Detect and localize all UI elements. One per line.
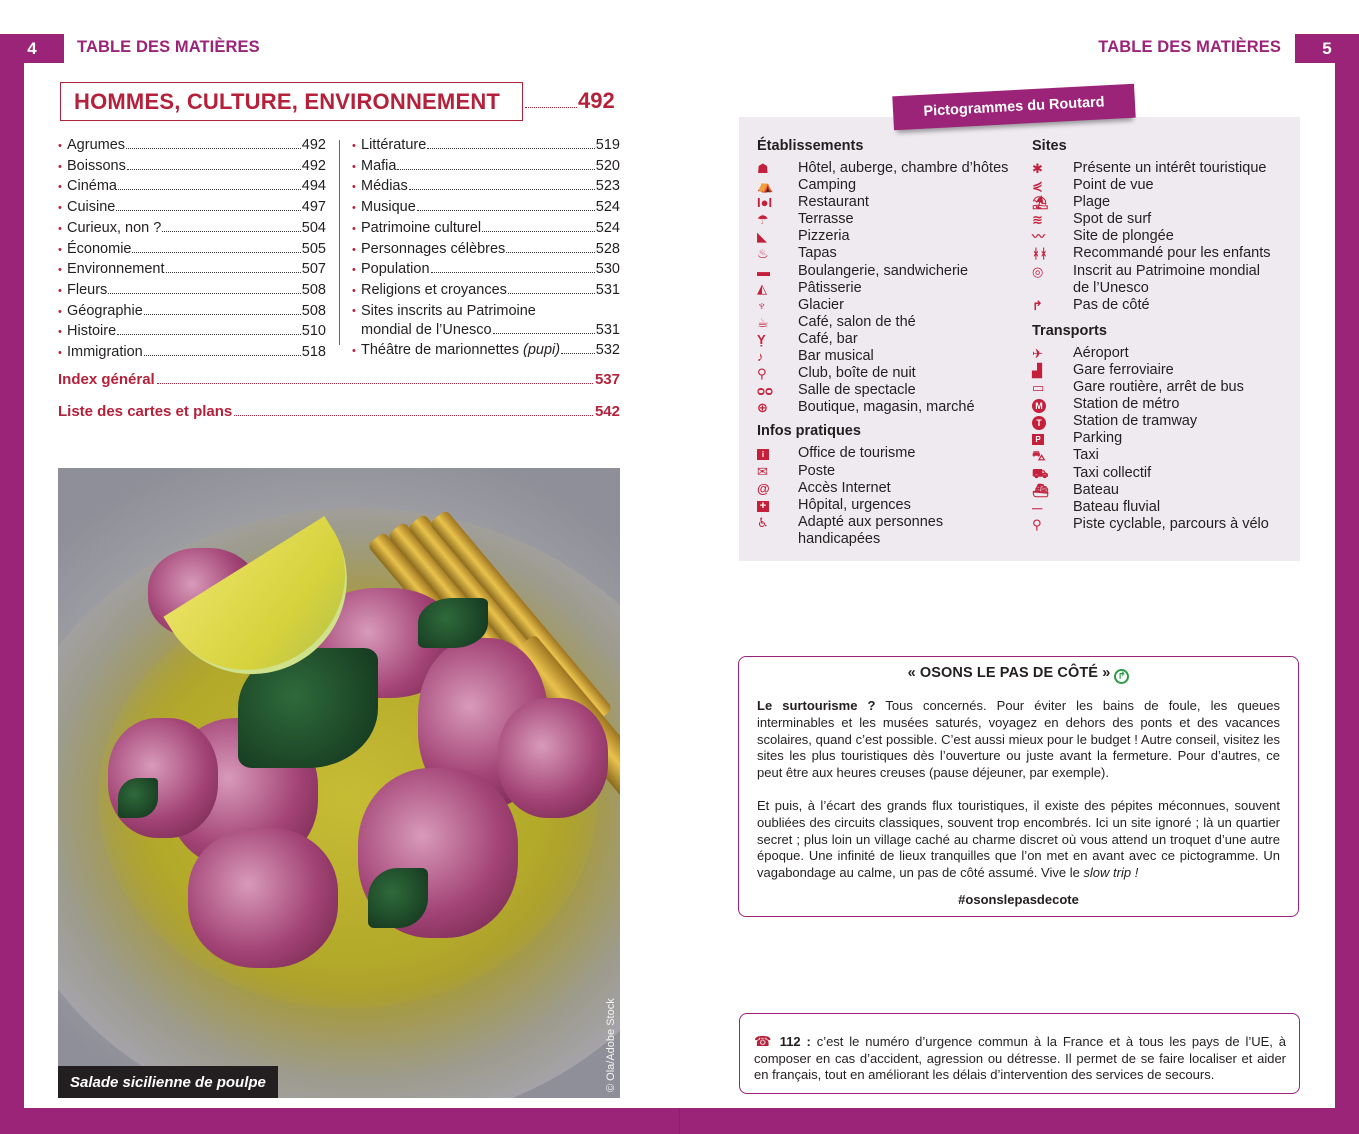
dot-leader bbox=[108, 293, 301, 294]
bullet-icon: • bbox=[58, 222, 62, 235]
toc-entry[interactable] bbox=[352, 281, 620, 302]
picto-row bbox=[757, 514, 1027, 548]
spacer bbox=[1032, 314, 1292, 322]
at-icon: @ bbox=[757, 480, 770, 496]
urgence-number: 112 : bbox=[779, 1034, 811, 1049]
bus-icon: ▭ bbox=[1032, 380, 1045, 396]
octopus-piece bbox=[498, 698, 608, 818]
page-gutter bbox=[679, 1108, 680, 1134]
picto-label: Bateau fluvial bbox=[1073, 498, 1161, 515]
picto-label: Café, bar bbox=[798, 330, 858, 347]
toc-label: Sites inscrits au Patrimoine bbox=[361, 302, 536, 319]
bullet-icon: • bbox=[352, 222, 356, 235]
toc-label: Personnages célèbres bbox=[361, 240, 506, 257]
dot-leader bbox=[506, 252, 595, 253]
page-number-right: 5 bbox=[1295, 34, 1359, 63]
bullet-icon: • bbox=[352, 284, 356, 297]
osons-paragraph-2 bbox=[757, 798, 1280, 882]
picto-row bbox=[757, 280, 1027, 297]
toc-label: Médias bbox=[361, 178, 408, 195]
bullet-icon: • bbox=[58, 243, 62, 256]
toc-page: 531 bbox=[595, 322, 620, 339]
picto-row bbox=[757, 463, 1027, 480]
plage-icon: ⛱ bbox=[1032, 195, 1049, 211]
picto-row bbox=[1032, 430, 1292, 447]
bullet-icon: • bbox=[352, 243, 356, 256]
toc-label: Économie bbox=[67, 240, 132, 257]
picto-row bbox=[1032, 447, 1292, 464]
picto-row bbox=[1032, 499, 1292, 516]
toc-entry[interactable] bbox=[352, 260, 620, 281]
boutique-icon: ⊕ bbox=[757, 400, 768, 416]
toc-entry[interactable] bbox=[352, 219, 620, 240]
picto-row bbox=[757, 497, 1027, 514]
picto-row bbox=[757, 348, 1027, 365]
toc-column-2 bbox=[352, 136, 620, 362]
picto-label: Plage bbox=[1073, 194, 1111, 211]
dot-leader bbox=[157, 383, 593, 384]
picto-row bbox=[1032, 297, 1292, 314]
picto-row bbox=[1032, 516, 1292, 533]
patisserie-icon: ◭ bbox=[757, 280, 767, 296]
info-glyph: i bbox=[757, 449, 769, 460]
toc-page: 507 bbox=[301, 261, 326, 278]
picto-row bbox=[1032, 345, 1292, 362]
index-general-page: 537 bbox=[594, 371, 620, 388]
picto-label: Terrasse bbox=[798, 211, 854, 228]
picto-label: Tapas bbox=[798, 245, 837, 262]
picto-row bbox=[1032, 194, 1292, 211]
hotel-icon: ☗ bbox=[757, 161, 769, 176]
index-general-link[interactable] bbox=[58, 371, 620, 388]
pictogrammes-column-2 bbox=[1032, 137, 1292, 533]
toc-entry[interactable] bbox=[352, 136, 620, 157]
dot-leader bbox=[525, 92, 577, 108]
picto-label: Point de vue bbox=[1073, 177, 1154, 194]
picto-label: Aéroport bbox=[1073, 344, 1129, 361]
salle-spectacle-icon: ᴑᴑ bbox=[757, 383, 774, 399]
dot-leader bbox=[166, 272, 301, 273]
metro-icon bbox=[1032, 396, 1073, 413]
picto-row bbox=[1032, 245, 1292, 262]
picto-row bbox=[1032, 413, 1292, 430]
column-divider bbox=[339, 140, 340, 345]
bullet-icon: • bbox=[58, 160, 62, 173]
picto-label: Pizzeria bbox=[798, 228, 850, 245]
picto-label: Spot de surf bbox=[1073, 211, 1152, 228]
toc-label-italic: (pupi) bbox=[523, 342, 561, 359]
toc-page: 505 bbox=[301, 240, 326, 257]
picto-label-line1: Inscrit au Patrimoine mondial bbox=[1073, 262, 1260, 279]
club-icon: ⚲ bbox=[757, 366, 767, 382]
picto-label: Club, boîte de nuit bbox=[798, 365, 916, 382]
picto-label: Gare ferroviaire bbox=[1073, 361, 1174, 378]
osons-lead: Le surtourisme ? bbox=[757, 698, 876, 713]
hospital-icon bbox=[757, 497, 798, 514]
cafe-salon-the-icon: ☕ bbox=[757, 314, 769, 330]
toc-entry[interactable] bbox=[58, 281, 326, 302]
tram-icon bbox=[1032, 413, 1073, 430]
picto-label: Gare routière, arrêt de bus bbox=[1073, 379, 1244, 396]
picto-label: Recommandé pour les enfants bbox=[1073, 245, 1271, 262]
picto-label: Camping bbox=[798, 177, 857, 194]
picto-row bbox=[1032, 482, 1292, 499]
picto-label: Café, salon de thé bbox=[798, 313, 916, 330]
infos-pratiques-heading: Infos pratiques bbox=[757, 423, 861, 440]
parking-icon bbox=[1032, 430, 1073, 447]
toc-entry[interactable] bbox=[352, 341, 620, 362]
dot-leader bbox=[144, 314, 301, 315]
index-general-label: Index général bbox=[58, 371, 155, 388]
dot-leader bbox=[431, 272, 595, 273]
phone-icon: ☎ bbox=[754, 1033, 774, 1049]
bar-musical-icon: ♪ bbox=[757, 349, 764, 365]
toc-label: Boissons bbox=[67, 157, 126, 174]
boulangerie-icon: ▬ bbox=[757, 263, 770, 279]
toc-page: 532 bbox=[595, 342, 620, 359]
picto-label-line2: de l’Unesco bbox=[1073, 279, 1149, 296]
bateau-icon: ⛴ bbox=[1032, 482, 1049, 498]
right-page-edge-bar bbox=[1335, 34, 1359, 1134]
velo-icon: ⚲ bbox=[1032, 516, 1042, 532]
picto-row bbox=[1032, 228, 1292, 245]
info-icon bbox=[757, 445, 798, 462]
pizzeria-icon: ◣ bbox=[757, 229, 767, 245]
picto-label bbox=[1073, 263, 1292, 297]
hospital-glyph: + bbox=[757, 501, 769, 512]
toc-label: Fleurs bbox=[67, 281, 108, 298]
toc-page: 492 bbox=[301, 137, 326, 153]
toc-label: Population bbox=[361, 261, 430, 278]
airplane-icon: ✈ bbox=[1032, 345, 1043, 361]
toc-label: Cinéma bbox=[67, 178, 117, 195]
photo-caption: Salade sicilienne de poulpe bbox=[58, 1066, 278, 1098]
glacier-icon: ♆ bbox=[757, 297, 767, 313]
dot-leader bbox=[132, 252, 300, 253]
section-title-text: HOMMES, CULTURE, ENVIRONNEMENT bbox=[74, 88, 501, 114]
picto-row bbox=[757, 399, 1027, 416]
dot-leader bbox=[127, 169, 301, 170]
picto-row bbox=[757, 480, 1027, 497]
picto-row bbox=[1032, 362, 1292, 379]
osons-le-pas-de-cote-box bbox=[738, 656, 1299, 917]
dot-leader bbox=[427, 148, 595, 149]
toc-label bbox=[361, 341, 560, 361]
toc-page: 492 bbox=[301, 157, 326, 174]
toc-label-line2: mondial de l’Unesco bbox=[361, 322, 492, 339]
picto-label: Boutique, magasin, marché bbox=[798, 399, 975, 416]
picto-row bbox=[757, 177, 1027, 194]
toc-label: Musique bbox=[361, 199, 416, 216]
plongee-icon: 〰 bbox=[1032, 229, 1046, 245]
picto-row bbox=[757, 382, 1027, 399]
section-page-number: 492 bbox=[578, 88, 615, 113]
octopus-salad-photo bbox=[58, 468, 620, 1098]
toc-page: 531 bbox=[595, 281, 620, 298]
urgence-text: c’est le numéro d’urgence commun à la France et à tous les pays de l’UE, à composer en cas d’accident, agression ou détresse. Il permet de se faire localiser et aider en français, tout en améliorant les délais d’intervention des services de secours. bbox=[754, 1034, 1286, 1083]
dot-leader bbox=[482, 231, 595, 232]
picto-label-line2: handicapées bbox=[798, 530, 881, 547]
parsley bbox=[418, 598, 488, 648]
octopus-piece bbox=[108, 718, 218, 838]
liste-cartes-label: Liste des cartes et plans bbox=[58, 403, 233, 420]
picto-row bbox=[1032, 396, 1292, 413]
picto-row bbox=[757, 445, 1027, 462]
page-number-left: 4 bbox=[0, 34, 64, 63]
dot-leader bbox=[116, 210, 300, 211]
picto-label: Hôtel, auberge, chambre d’hôtes bbox=[798, 160, 1009, 176]
toc-page: 524 bbox=[595, 199, 620, 216]
picto-label: Glacier bbox=[798, 296, 844, 313]
toc-label: Histoire bbox=[67, 323, 117, 340]
osons-title-text: « OSONS LE PAS DE CÔTÉ » bbox=[907, 665, 1111, 681]
parsley bbox=[118, 778, 158, 818]
dot-leader bbox=[397, 169, 594, 170]
picto-label: Taxi bbox=[1073, 447, 1099, 464]
osons-para2-italic: slow trip ! bbox=[1083, 865, 1139, 881]
picto-label: Parking bbox=[1073, 430, 1123, 447]
liste-cartes-page: 542 bbox=[594, 403, 620, 420]
toc-entry[interactable] bbox=[352, 240, 620, 261]
pas-de-cote-icon: ↱ bbox=[1032, 297, 1043, 313]
toc-page: 504 bbox=[301, 219, 326, 236]
toc-entry[interactable] bbox=[58, 136, 326, 157]
camping-icon: ⛺ bbox=[757, 178, 774, 194]
picto-label: Station de métro bbox=[1073, 396, 1180, 413]
restaurant-icon: I●I bbox=[757, 195, 773, 211]
bullet-icon: • bbox=[58, 202, 62, 215]
dot-leader bbox=[118, 189, 301, 190]
picto-row bbox=[1032, 160, 1292, 177]
left-page-edge-bar bbox=[0, 34, 24, 1134]
toc-label: Curieux, non ? bbox=[67, 219, 162, 236]
toc-entry[interactable] bbox=[352, 198, 620, 219]
dot-leader bbox=[144, 355, 301, 356]
tram-glyph: T bbox=[1032, 416, 1046, 430]
picto-row bbox=[1032, 379, 1292, 396]
unesco-icon: ◎ bbox=[1032, 263, 1044, 279]
photo-credit: © Ola/Adobe Stock bbox=[605, 998, 617, 1092]
dot-leader bbox=[234, 415, 593, 416]
bullet-icon: • bbox=[58, 264, 62, 277]
toc-page: 518 bbox=[301, 344, 326, 361]
toc-entry[interactable] bbox=[58, 198, 326, 219]
toc-page: 528 bbox=[595, 240, 620, 257]
picto-label: Pas de côté bbox=[1073, 296, 1150, 313]
bullet-icon: • bbox=[352, 140, 356, 152]
train-icon: ▟ bbox=[1032, 362, 1042, 378]
interet-touristique-icon: ✱ bbox=[1032, 161, 1043, 176]
surf-icon: ≋ bbox=[1032, 212, 1043, 228]
picto-label: Restaurant bbox=[798, 194, 869, 211]
picto-row bbox=[757, 297, 1027, 314]
toc-label: Patrimoine culturel bbox=[361, 219, 482, 236]
sites-heading: Sites bbox=[1032, 138, 1067, 154]
toc-entry[interactable] bbox=[352, 157, 620, 178]
pas-de-cote-icon: ↱ bbox=[1114, 669, 1129, 684]
toc-page: 494 bbox=[301, 178, 326, 195]
taxi-icon: ⛍ bbox=[1032, 448, 1046, 464]
toc-page: 510 bbox=[301, 323, 326, 340]
enfants-icon: ᚼᚼ bbox=[1032, 246, 1048, 262]
toc-label: Mafia bbox=[361, 157, 397, 174]
etablissements-heading: Établissements bbox=[757, 138, 864, 154]
toc-page: 524 bbox=[595, 219, 620, 236]
toc-entry[interactable] bbox=[58, 177, 326, 198]
toc-entry[interactable] bbox=[58, 260, 326, 281]
parsley bbox=[368, 868, 428, 928]
picto-label: Site de plongée bbox=[1073, 228, 1174, 245]
picto-label: Présente un intérêt touristique bbox=[1073, 160, 1267, 176]
picto-label bbox=[798, 514, 1027, 548]
toc-entry[interactable] bbox=[58, 302, 326, 323]
dot-leader bbox=[508, 293, 595, 294]
picto-label: Station de tramway bbox=[1073, 413, 1198, 430]
picto-row bbox=[1032, 211, 1292, 228]
transports-heading: Transports bbox=[1032, 322, 1107, 339]
toc-page: 530 bbox=[595, 261, 620, 278]
toc-label: Agrumes bbox=[67, 137, 126, 153]
toc-page: 497 bbox=[301, 199, 326, 216]
toc-label: Littérature bbox=[361, 137, 427, 153]
toc-label: Religions et croyances bbox=[361, 281, 507, 298]
toc-column-1 bbox=[58, 136, 326, 364]
bullet-icon: • bbox=[58, 305, 62, 318]
running-head-left: TABLE DES MATIÈRES bbox=[77, 38, 260, 56]
cafe-bar-icon: Ỵ bbox=[757, 331, 766, 347]
dot-leader bbox=[117, 334, 301, 335]
picto-row bbox=[757, 194, 1027, 211]
bullet-icon: • bbox=[352, 160, 356, 173]
bullet-icon: • bbox=[58, 284, 62, 297]
picto-label: Salle de spectacle bbox=[798, 382, 916, 399]
dot-leader bbox=[126, 148, 301, 149]
tapas-icon: ♨ bbox=[757, 246, 769, 262]
toc-page: 519 bbox=[595, 137, 620, 153]
osons-para2-text: Et puis, à l’écart des grands flux touristiques, il existe des pépites méconnues, souvent oubliées des circuits classiques, souvent trop encombrés. Ici un site ignoré ; là un quartier secret ; plus loin un village caché au charme discret où vous attend un troquet d’une autre époque. Une infinité de lieux tranquilles que l’on met en avant avec ce pictogramme. Un vagabondage au calme, un pas de côté assumé. Vive le bbox=[757, 797, 1280, 881]
picto-row bbox=[757, 245, 1027, 262]
toc-page: 508 bbox=[301, 281, 326, 298]
toc-page: 523 bbox=[595, 178, 620, 195]
toc-entry[interactable] bbox=[58, 240, 326, 261]
mail-icon: ✉ bbox=[757, 463, 768, 479]
metro-glyph: M bbox=[1032, 399, 1046, 413]
picto-label: Office de tourisme bbox=[798, 445, 916, 462]
bateau-fluvial-icon: ⏤ bbox=[1032, 499, 1043, 515]
bullet-icon: • bbox=[352, 202, 356, 215]
dot-leader bbox=[409, 189, 595, 190]
picto-label: Pâtisserie bbox=[798, 279, 862, 296]
bullet-icon: • bbox=[352, 264, 356, 277]
toc-entry[interactable] bbox=[352, 302, 620, 341]
bullet-icon: • bbox=[352, 345, 356, 358]
picto-row bbox=[757, 211, 1027, 228]
osons-paragraph-1 bbox=[757, 698, 1280, 782]
toc-label: Cuisine bbox=[67, 199, 116, 216]
bullet-icon: • bbox=[352, 181, 356, 194]
picto-row bbox=[757, 314, 1027, 331]
toc-page: 508 bbox=[301, 302, 326, 319]
toc-label: Environnement bbox=[67, 261, 165, 278]
toc-page: 520 bbox=[595, 157, 620, 174]
picto-row bbox=[757, 365, 1027, 382]
picto-label: Boulangerie, sandwicherie bbox=[798, 262, 969, 279]
bullet-icon: • bbox=[58, 181, 62, 194]
terrasse-icon: ☂ bbox=[757, 212, 769, 228]
taxi-collectif-icon: ⛟ bbox=[1032, 465, 1049, 481]
liste-cartes-link[interactable] bbox=[58, 403, 620, 420]
bullet-icon: • bbox=[58, 140, 62, 152]
urgence-112-box bbox=[739, 1013, 1300, 1094]
picto-row bbox=[1032, 177, 1292, 194]
osons-para1-text: Tous concernés. Pour éviter les bains de foule, les queues interminables et les musées saturés, voyagez en dehors des ponts et des vacances scolaires, quand c’est possible. C’est aussi mieux pour le budget ! Autre conseil, visitez les sites les plus touristiques dès l’ouverture ou juste avant la fermeture. Pour d’autres, ce peut être aux heures creuses (pause déjeuner, par exemple). bbox=[757, 698, 1281, 781]
dot-leader bbox=[561, 353, 595, 354]
toc-entry[interactable] bbox=[58, 322, 326, 343]
picto-label: Bateau bbox=[1073, 481, 1119, 498]
parking-glyph: P bbox=[1032, 434, 1044, 445]
picto-row bbox=[1032, 465, 1292, 482]
bullet-icon: • bbox=[58, 326, 62, 339]
dot-leader bbox=[493, 333, 595, 334]
toc-entry[interactable] bbox=[352, 177, 620, 198]
picto-label: Taxi collectif bbox=[1073, 464, 1152, 481]
picto-label: Hôpital, urgences bbox=[798, 496, 911, 513]
picto-label: Accès Internet bbox=[798, 479, 891, 496]
pictogrammes-column-1 bbox=[757, 137, 1027, 548]
running-head-right: TABLE DES MATIÈRES bbox=[1098, 38, 1281, 56]
picto-row bbox=[757, 263, 1027, 280]
osons-title bbox=[757, 665, 1280, 684]
bullet-icon: • bbox=[352, 304, 356, 317]
picto-row bbox=[757, 228, 1027, 245]
picto-label: Poste bbox=[798, 462, 836, 479]
wheelchair-icon: ♿ bbox=[757, 514, 769, 530]
picto-row bbox=[757, 331, 1027, 348]
bullet-icon: • bbox=[58, 347, 62, 360]
section-title[interactable] bbox=[60, 82, 523, 121]
octopus-piece bbox=[188, 828, 338, 968]
picto-label: Bar musical bbox=[798, 348, 874, 365]
toc-label: Immigration bbox=[67, 344, 143, 361]
picto-label-line1: Adapté aux personnes bbox=[798, 513, 944, 530]
toc-entry[interactable] bbox=[58, 157, 326, 178]
point-de-vue-icon: ⋞ bbox=[1032, 178, 1043, 194]
dot-leader bbox=[417, 210, 595, 211]
picto-row bbox=[757, 160, 1027, 177]
toc-entry[interactable] bbox=[58, 343, 326, 364]
osons-hashtag: #osonslepasdecote bbox=[958, 891, 1079, 907]
picto-row bbox=[1032, 263, 1292, 297]
toc-entry[interactable] bbox=[58, 219, 326, 240]
toc-label-text: Théâtre de marionnettes bbox=[361, 342, 524, 359]
pictogrammes-banner: Pictogrammes du Routard bbox=[892, 84, 1135, 131]
toc-label: Géographie bbox=[67, 302, 143, 319]
dot-leader bbox=[162, 231, 300, 232]
picto-label: Piste cyclable, parcours à vélo bbox=[1073, 515, 1269, 532]
